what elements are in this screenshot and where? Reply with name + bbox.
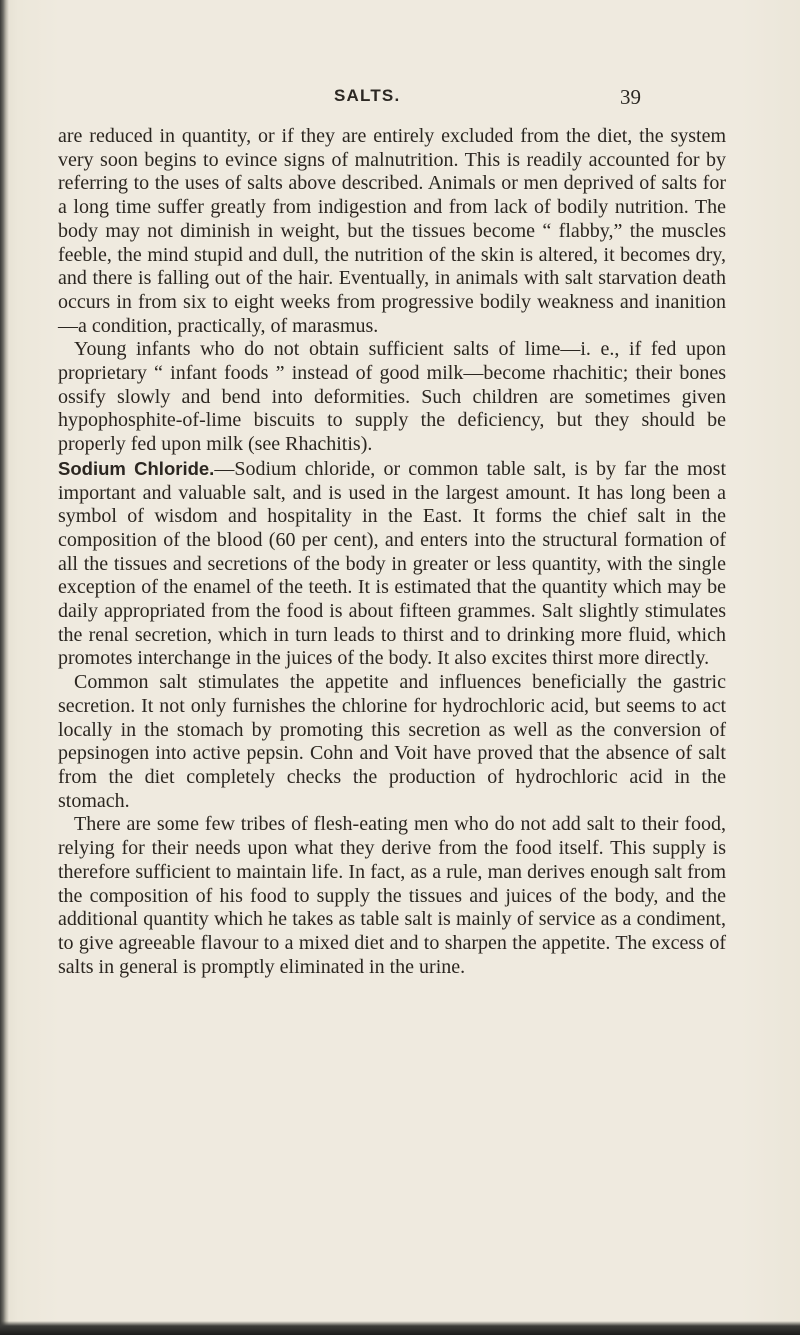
running-head bbox=[0, 86, 800, 110]
page-left-shadow bbox=[0, 0, 9, 1335]
paragraph-text: There are some few tribes of flesh-eating men who do not add salt to their food, relying for their needs upon what they derive from the food itself. This supply is therefore sufficient to maintain life. In fact, as a rule, man derives enough salt from the composition of his food to supply the tissues and juices of the body, and the additional quantity which he takes as table salt is mainly of service as a condiment, to give agreeable flavour to a mixed diet and to sharpen the appetite. The excess of salts in general is promptly eliminated in the urine. bbox=[58, 813, 726, 978]
paragraph-text: —Sodium chloride, or common table salt, is by far the most important and valuable salt, and is used in the largest amount. It has long been a symbol of wisdom and hospitality in the East. It forms the chief salt in the composition of the blood (60 per cent), and enters into the structural formation of all the tissues and secretions of the body in greater or less quantity, with the single exception of the enamel of the teeth. It is estimated that the quantity which may be daily appropriated from the food is about fifteen grammes. Salt slightly stimulates the renal secretion, which in turn leads to thirst and to drinking more fluid, which promotes interchange in the juices of the body. It also excites thirst more directly. bbox=[58, 457, 727, 670]
paragraph-malnutrition bbox=[58, 125, 726, 338]
body-text bbox=[58, 125, 726, 979]
section-heading: Sodium Chloride. bbox=[58, 457, 215, 479]
paragraph-tribes bbox=[58, 813, 726, 979]
paragraph-text: Common salt stimulates the appetite and influences beneficially the gastric secretion. It not only furnishes the chlorine for hydrochloric acid, but seems to act locally in the stomach by promoting this secretion as well as the conversion of pepsinogen into active pepsin. Cohn and Voit have proved that the absence of salt from the diet completely checks the production of hydrochloric acid in the stomach. bbox=[58, 671, 726, 812]
running-title: SALTS. bbox=[334, 86, 401, 105]
paragraph-infants bbox=[58, 338, 726, 457]
paragraph-sodium-chloride bbox=[58, 457, 726, 671]
paragraph-appetite bbox=[58, 671, 726, 813]
page-number: 39 bbox=[620, 85, 641, 109]
paragraph-text: Young infants who do not obtain sufficient salts of lime—i. e., if fed upon proprietary “ infant foods ” instead of good milk—become rhachitic; their bones ossify slowly and bend into deformities. Such children are sometimes given hypophosphite-of-lime biscuits to supply the deficiency, but they should be properly fed upon milk (see Rhachitis). bbox=[58, 338, 726, 456]
paragraph-text: are reduced in quantity, or if they are entirely excluded from the diet, the system very soon begins to evince signs of malnutrition. This is readily accounted for by referring to the uses of salts above described. Animals or men deprived of salts for a long time suffer greatly from indigestion and from lack of bodily nutrition. The body may not diminish in weight, but the tissues become “ flabby,” the muscles feeble, the mind stupid and dull, the nutrition of the skin is altered, it becomes dry, and there is falling out of the hair. Eventually, in animals with salt starvation death occurs in from six to eight weeks from progressive bodily weakness and inanition—a condition, practically, of marasmus. bbox=[58, 125, 726, 337]
page-bottom-shadow bbox=[0, 1321, 800, 1335]
